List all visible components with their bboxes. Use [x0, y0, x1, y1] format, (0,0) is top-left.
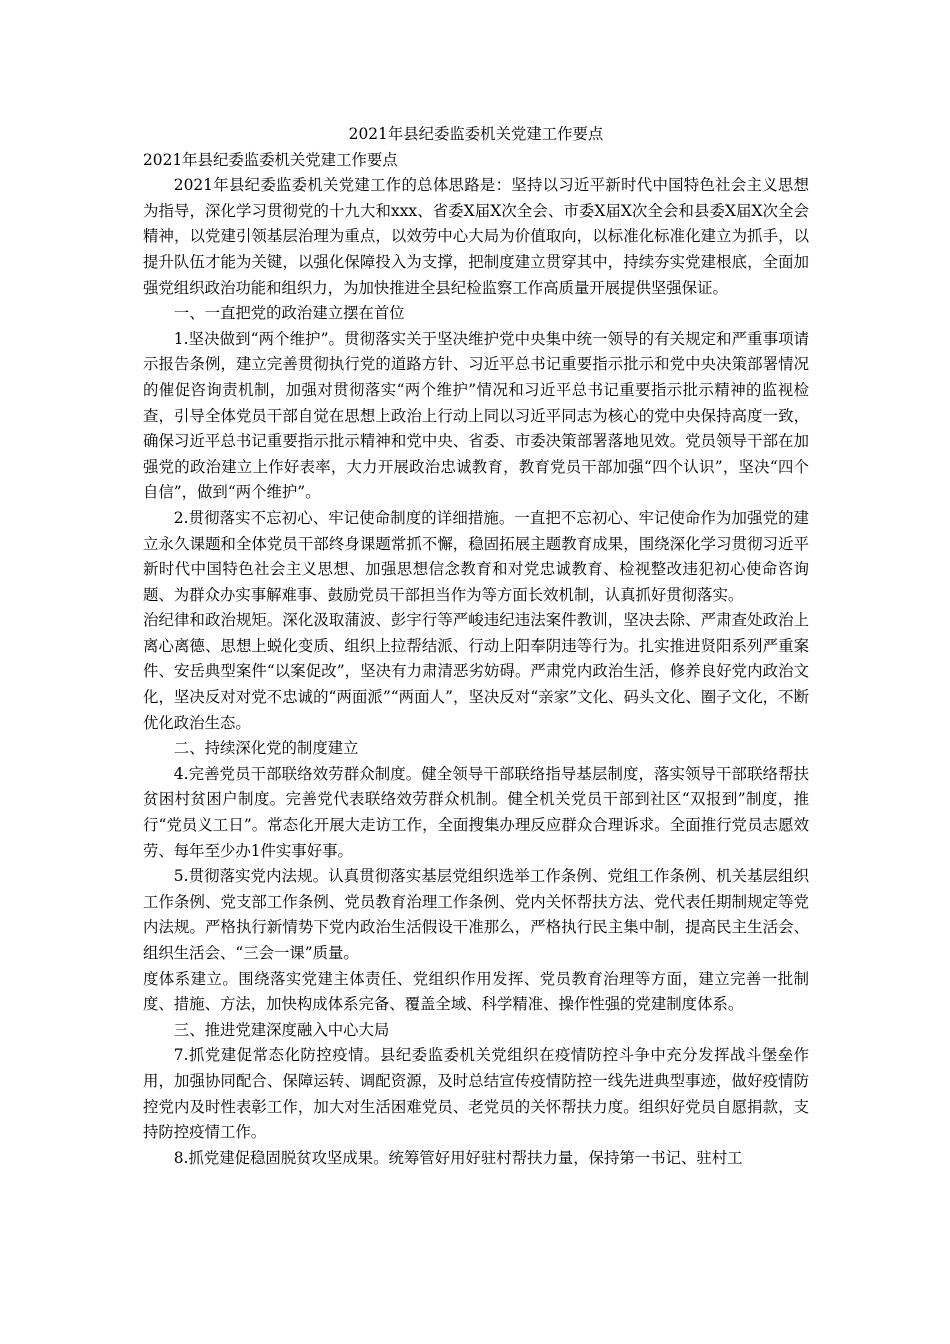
- document-title: 2021年县纪委监委机关党建工作要点: [348, 125, 604, 143]
- paragraph-item-8: 8.抓党建促稳固脱贫攻坚成果。统筹管好用好驻村帮扶力量，保持第一书记、驻村工: [173, 1148, 743, 1167]
- section-heading-1: 一、一直把党的政治建立摆在首位: [173, 304, 405, 323]
- section-heading-2: 二、持续深化党的制度建立: [173, 739, 359, 758]
- paragraph-item-5: 5.贯彻落实党内法规。认真贯彻落实基层党组织选举工作条例、党组工作条例、机关基层组织工作条例、党支部工作条例、党员教育治理工作条例、党内关怀帮扶方法、党代表任期制规定等党内法规。严格执行新情势下党内政治生活假设干准那么，严格执行民主集中制，提高民主生活会、组织生活会、“三会一课”质量。: [143, 867, 809, 962]
- paragraph-item-1: 1.坚决做到“两个维护”。贯彻落实关于坚决维护党中央集中统一领导的有关规定和严重事项请示报告条例，建立完善贯彻执行党的道路方针、习近平总书记重要指示批示和党中央决策部署情况的催促咨询责机制，加强对贯彻落实“两个维护”情况和习近平总书记重要指示批示精神的监视检查，引导全体党员干部自觉在思想上政治上行动上同以习近平同志为核心的党中央保持高度一致，确保习近平总书记重要指示批示精神和党中央、省委、市委决策部署落地见效。党员领导干部在加强党的政治建立上作好表率，大力开展政治忠诚教育，教育党员干部加强“四个认识”，坚决“四个自信”，做到“两个维护”。: [143, 329, 809, 502]
- document-subtitle: 2021年县纪委监委机关党建工作要点: [143, 150, 398, 169]
- paragraph-overview: 2021年县纪委监委机关党建工作的总体思路是：坚持以习近平新时代中国特色社会主义思想为指导，深化学习贯彻党的十九大和xxx、省委X届X次全会、市委X届X次全会和县委X届X次全会精神，以党建引领基层治理为重点，以效劳中心大局为价值取向，以标准化标准化建立为抓手，以提升队伍才能为关键，以强化保障投入为支撑，把制度建立贯穿其中，持续夯实党建根底，全面加强党组织政治功能和组织力，为加快推进全县纪检监察工作高质量开展提供坚强保证。: [143, 176, 809, 297]
- paragraph-item-2: 2.贯彻落实不忘初心、牢记使命制度的详细措施。一直把不忘初心、牢记使命作为加强党的建立永久课题和全体党员干部终身课题常抓不懈，稳固拓展主题教育成果，围绕深化学习贯彻习近平新时代中国特色社会主义思想、加强思想信念教育和对党忠诚教育、检视整改违犯初心使命咨询题、为群众办实事解难事、鼓励党员干部担当作为等方面长效机制，认真抓好贯彻落实。: [143, 508, 809, 604]
- document-page: [143, 122, 809, 1171]
- paragraph-item-4: 4.完善党员干部联络效劳群众制度。健全领导干部联络指导基层制度，落实领导干部联络帮扶贫困村贫困户制度。完善党代表联络效劳群众机制。健全机关党员干部到社区“双报到”制度，推行“党员义工日”。常态化开展大走访工作，全面搜集办理反应群众合理诉求。全面推行党员志愿效劳、每年至少办1件实事好事。: [143, 764, 809, 860]
- paragraph-item-7: 7.抓党建促常态化防控疫情。县纪委监委机关党组织在疫情防控斗争中充分发挥战斗堡垒作用，加强协同配合、保障运转、调配资源，及时总结宣传疫情防控一线先进典型事迹，做好疫情防控党内及时性表彰工作，加大对生活困难党员、老党员的关怀帮扶力度。组织好党员自愿捐款，支持防控疫情工作。: [143, 1046, 809, 1142]
- paragraph-continuation-1: 治纪律和政治规矩。深化汲取蒲波、彭宇行等严峻违纪违法案件教训，坚决去除、严肃查处政治上离心离德、思想上蜕化变质、组织上拉帮结派、行动上阳奉阴违等行为。扎实推进贤阳系列严重案件、安岳典型案件“以案促改”，坚决有力肃清恶劣妨碍。严肃党内政治生活，修养良好党内政治文化，坚决反对对党不忠诚的“两面派”“两面人”，坚决反对“亲家”文化、码头文化、圈子文化，不断优化政治生态。: [143, 611, 809, 732]
- section-heading-3: 三、推进党建深度融入中心大局: [173, 1020, 390, 1039]
- paragraph-continuation-2: 度体系建立。围绕落实党建主体责任、党组织作用发挥、党员教育治理等方面，建立完善一批制度、措施、方法，加快构成体系完备、覆盖全域、科学精准、操作性强的党建制度体系。: [143, 969, 809, 1014]
